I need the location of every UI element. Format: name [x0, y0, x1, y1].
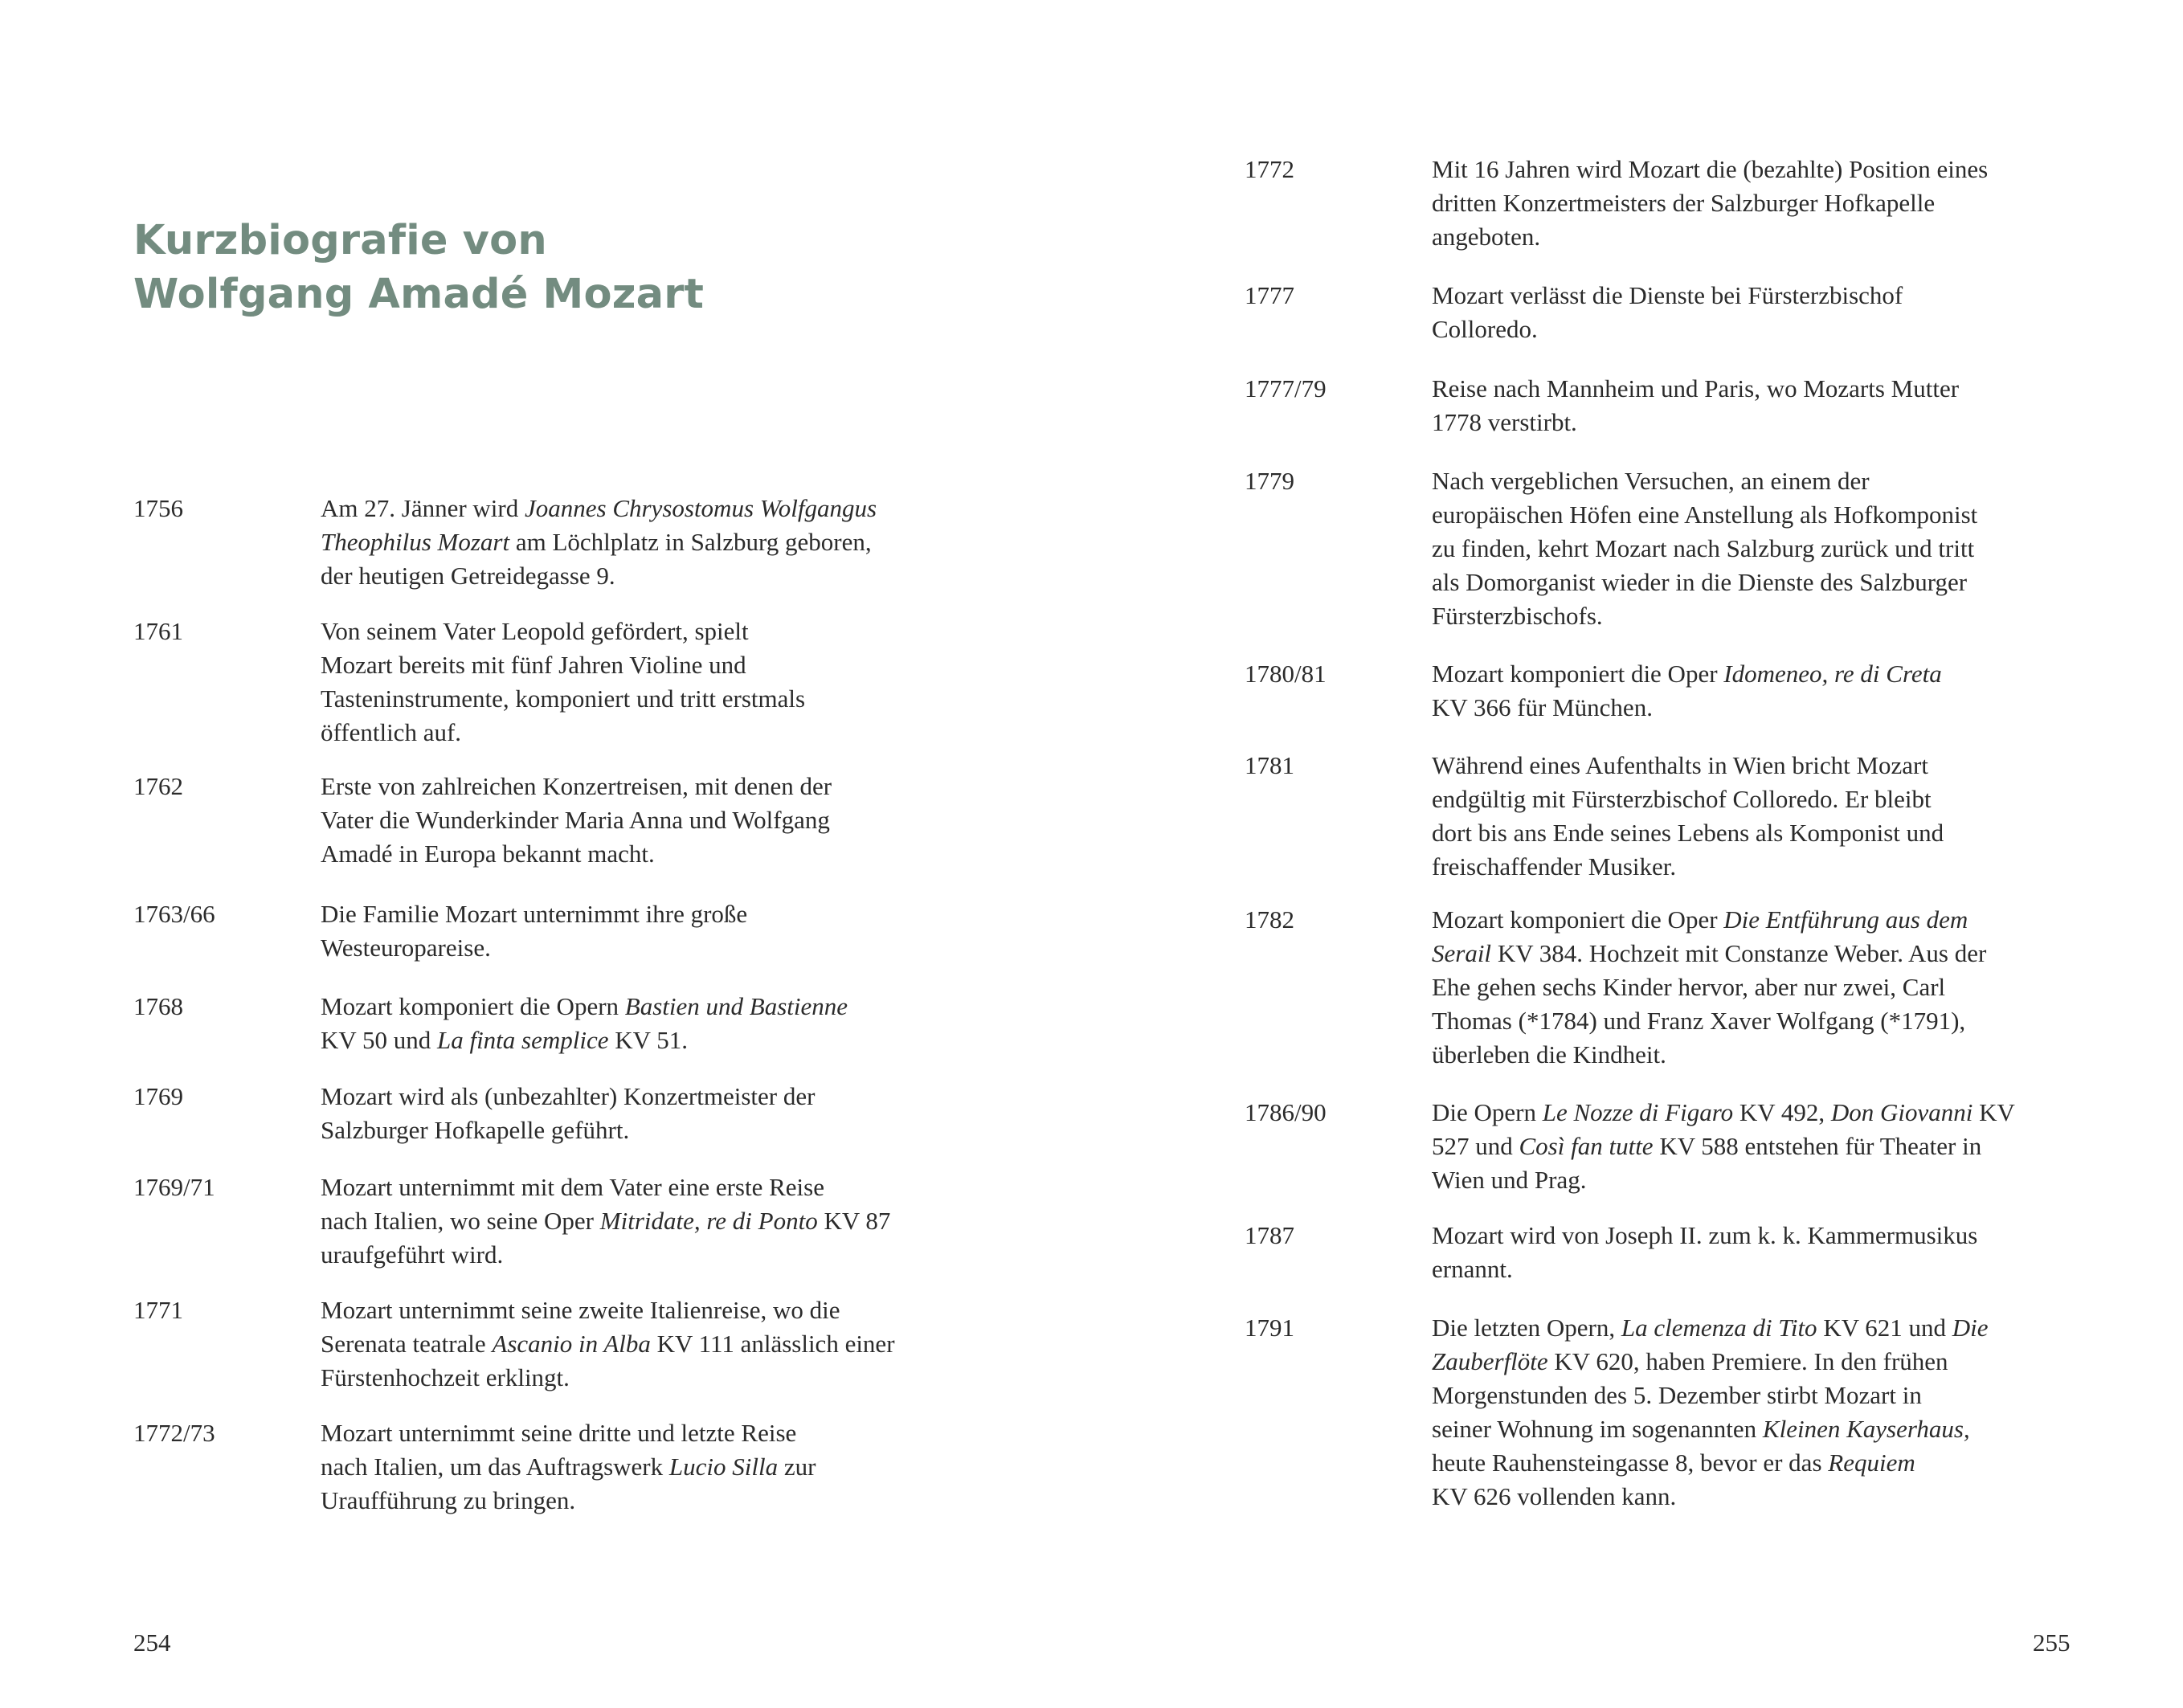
- text-segment: Nach vergeblichen Versuchen, an einem der: [1432, 467, 1870, 495]
- entry-line: [1432, 372, 1959, 406]
- entry-year: 1791: [1245, 1314, 1294, 1342]
- text-segment: nach Italien, um das Auftragswerk: [321, 1453, 669, 1481]
- entry-year: 1782: [1245, 905, 1294, 934]
- text-segment: KV: [1972, 1098, 2015, 1126]
- entry-line: [1432, 279, 1903, 313]
- entry-year: 1781: [1245, 751, 1294, 779]
- entry-line: [321, 559, 877, 593]
- text-segment: heute Rauhensteingasse 8, bevor er das: [1432, 1449, 1829, 1477]
- entry-line: [1432, 532, 1977, 566]
- text-segment: KV 626 vollenden kann.: [1432, 1482, 1677, 1510]
- entry-line: [321, 1361, 895, 1395]
- italic-title-segment: Mitridate, re di Ponto: [599, 1207, 818, 1235]
- text-segment: Wien und Prag.: [1432, 1166, 1587, 1194]
- entry-description: [321, 1171, 890, 1272]
- text-segment: der heutigen Getreidegasse 9.: [321, 562, 615, 590]
- entry-description: [1432, 1311, 1989, 1514]
- text-segment: öffentlich auf.: [321, 718, 462, 746]
- text-segment: Serenata teatrale: [321, 1330, 493, 1358]
- italic-title-segment: Idomeneo, re di Creta: [1723, 660, 1942, 688]
- entry-year: 1772/73: [133, 1419, 215, 1447]
- text-segment: KV 111 anlässlich einer: [650, 1330, 895, 1358]
- text-segment: KV 621 und: [1817, 1314, 1952, 1342]
- entry-description: [321, 1293, 895, 1395]
- entry-line: [1432, 691, 1942, 725]
- entry-line: [321, 1416, 816, 1450]
- text-segment: Erste von zahlreichen Konzertreisen, mit denen der: [321, 772, 832, 800]
- entry-line: [321, 837, 832, 871]
- text-segment: endgültig mit Fürsterzbischof Colloredo. Er bleibt: [1432, 785, 1932, 813]
- entry-line: [1432, 1379, 1989, 1412]
- text-segment: freischaffender Musiker.: [1432, 852, 1677, 881]
- text-segment: Morgenstunden des 5. Dezember stirbt Mozart in: [1432, 1381, 1922, 1409]
- text-segment: europäischen Höfen eine Anstellung als Hofkomponist: [1432, 501, 1978, 529]
- entry-description: [321, 1080, 815, 1147]
- text-segment: KV 87: [817, 1207, 891, 1235]
- entry-line: [321, 1113, 815, 1147]
- entry-description: [321, 492, 877, 593]
- entry-line: [1432, 937, 1986, 970]
- entry-description: [1432, 657, 1942, 725]
- text-segment: angeboten.: [1432, 223, 1541, 251]
- entry-line: [321, 1293, 895, 1327]
- text-segment: KV 588 entstehen für Theater in: [1653, 1132, 1982, 1160]
- italic-title-segment: Theophilus Mozart: [321, 528, 510, 556]
- entry-line: [1432, 903, 1986, 937]
- entry-year: 1777/79: [1245, 374, 1327, 402]
- entry-description: [321, 615, 805, 750]
- entry-line: [1432, 657, 1942, 691]
- text-segment: Die letzten Opern,: [1432, 1314, 1621, 1342]
- entry-line: [321, 1024, 848, 1057]
- text-segment: KV 492,: [1733, 1098, 1831, 1126]
- entry-line: [1432, 498, 1977, 532]
- text-segment: Tasteninstrumente, komponiert und tritt erstmals: [321, 684, 806, 713]
- text-segment: Mozart komponiert die Oper: [1432, 905, 1724, 934]
- text-segment: Fürsterzbischofs.: [1432, 602, 1603, 630]
- entry-description: [321, 897, 747, 965]
- text-segment: Die Familie Mozart unternimmt ihre große: [321, 900, 748, 928]
- italic-title-segment: La finta semplice: [436, 1026, 609, 1054]
- entry-description: [321, 770, 832, 871]
- italic-title-segment: Lucio Silla: [668, 1453, 779, 1481]
- entry-description: [1432, 749, 1944, 884]
- text-segment: Mozart komponiert die Opern: [321, 992, 625, 1020]
- entry-year: 1772: [1245, 155, 1294, 183]
- entry-description: [321, 1416, 816, 1518]
- entry-line: [1432, 782, 1944, 816]
- entry-year: 1769: [133, 1082, 183, 1110]
- entry-line: [321, 1204, 890, 1238]
- italic-title-segment: Kleinen Kayserhaus,: [1762, 1415, 1970, 1443]
- text-segment: Mozart wird als (unbezahlter) Konzertmeister der: [321, 1082, 816, 1110]
- entry-line: [1432, 1311, 1989, 1345]
- entry-line: [321, 492, 877, 525]
- italic-title-segment: Così fan tutte: [1519, 1132, 1654, 1160]
- entry-line: [1432, 1096, 2015, 1130]
- text-segment: Westeuropareise.: [321, 934, 491, 962]
- entry-description: [1432, 1096, 2015, 1197]
- entry-line: [1432, 749, 1944, 782]
- entry-year: 1787: [1245, 1221, 1294, 1249]
- text-segment: Salzburger Hofkapelle geführt.: [321, 1116, 630, 1144]
- text-segment: KV 366 für München.: [1432, 693, 1653, 721]
- entry-line: [1432, 1130, 2015, 1163]
- text-segment: 527 und: [1432, 1132, 1519, 1160]
- text-segment: Während eines Aufenthalts in Wien bricht Mozart: [1432, 751, 1928, 779]
- text-segment: überleben die Kindheit.: [1432, 1040, 1666, 1069]
- italic-title-segment: Requiem: [1828, 1449, 1915, 1477]
- entry-line: [1432, 850, 1944, 884]
- entry-line: [1432, 1252, 1977, 1286]
- entry-line: [321, 990, 848, 1024]
- entry-year: 1771: [133, 1296, 183, 1324]
- text-segment: Amadé in Europa bekannt macht.: [321, 840, 655, 868]
- text-segment: Uraufführung zu bringen.: [321, 1486, 576, 1514]
- entry-line: [1432, 464, 1977, 498]
- text-segment: Thomas (*1784) und Franz Xaver Wolfgang (*1791),: [1432, 1007, 1966, 1035]
- entry-description: [1432, 153, 1988, 254]
- entry-line: [1432, 313, 1903, 346]
- entry-description: [1432, 372, 1959, 439]
- entry-line: [1432, 599, 1977, 633]
- entry-line: [321, 615, 805, 648]
- text-segment: 1778 verstirbt.: [1432, 408, 1577, 436]
- entry-line: [1432, 1412, 1989, 1446]
- page-title-line-1: Kurzbiografie von: [133, 217, 547, 265]
- entry-line: [321, 1080, 815, 1113]
- text-segment: dritten Konzertmeisters der Salzburger Hofkapelle: [1432, 189, 1936, 217]
- text-segment: Mozart unternimmt seine dritte und letzte Reise: [321, 1419, 797, 1447]
- text-segment: KV 51.: [608, 1026, 688, 1054]
- entry-description: [321, 990, 848, 1057]
- italic-title-segment: La clemenza di Tito: [1621, 1314, 1817, 1342]
- text-segment: Mozart verlässt die Dienste bei Fürsterzbischof: [1432, 281, 1903, 309]
- text-segment: dort bis ans Ende seines Lebens als Komponist und: [1432, 819, 1944, 847]
- page-number-left: 254: [133, 1628, 171, 1657]
- text-segment: uraufgeführt wird.: [321, 1240, 504, 1269]
- page-title-line-2: Wolfgang Amadé Mozart: [133, 271, 705, 319]
- entry-line: [321, 1238, 890, 1272]
- entry-line: [1432, 566, 1977, 599]
- entry-line: [1432, 816, 1944, 850]
- entry-line: [1432, 1446, 1989, 1480]
- entry-line: [321, 1327, 895, 1361]
- entry-year: 1761: [133, 617, 183, 645]
- entry-line: [321, 682, 805, 716]
- entry-description: [1432, 903, 1986, 1072]
- entry-line: [1432, 220, 1988, 254]
- italic-title-segment: Zauberflöte: [1432, 1347, 1548, 1375]
- text-segment: Ehe gehen sechs Kinder hervor, aber nur zwei, Carl: [1432, 973, 1946, 1001]
- text-segment: ernannt.: [1432, 1255, 1513, 1283]
- entry-line: [1432, 153, 1988, 186]
- entry-line: [321, 897, 747, 931]
- text-segment: Colloredo.: [1432, 315, 1538, 343]
- entry-line: [1432, 970, 1986, 1004]
- text-segment: seiner Wohnung im sogenannten: [1432, 1415, 1763, 1443]
- entry-line: [1432, 406, 1959, 439]
- entry-year: 1777: [1245, 281, 1294, 309]
- text-segment: Mozart unternimmt seine zweite Italienreise, wo die: [321, 1296, 840, 1324]
- entry-line: [1432, 1345, 1989, 1379]
- text-segment: Mit 16 Jahren wird Mozart die (bezahlte) Position eines: [1432, 155, 1989, 183]
- entry-line: [1432, 1038, 1986, 1072]
- text-segment: Die Opern: [1432, 1098, 1543, 1126]
- entry-year: 1762: [133, 772, 183, 800]
- text-segment: Mozart wird von Joseph II. zum k. k. Kammermusikus: [1432, 1221, 1978, 1249]
- italic-title-segment: Joannes Chrysostomus Wolfgangus: [524, 494, 877, 522]
- text-segment: Mozart komponiert die Oper: [1432, 660, 1724, 688]
- italic-title-segment: Die Entführung aus dem: [1723, 905, 1968, 934]
- entry-year: 1779: [1245, 467, 1294, 495]
- entry-year: 1768: [133, 992, 183, 1020]
- italic-title-segment: Ascanio in Alba: [492, 1330, 651, 1358]
- entry-description: [1432, 279, 1903, 346]
- text-segment: Fürstenhochzeit erklingt.: [321, 1363, 570, 1391]
- text-segment: zur: [778, 1453, 816, 1481]
- page-number-right: 255: [2033, 1628, 2071, 1657]
- italic-title-segment: Serail: [1432, 939, 1492, 967]
- italic-title-segment: Bastien und Bastienne: [624, 992, 848, 1020]
- entry-description: [1432, 1219, 1977, 1286]
- italic-title-segment: Die: [1952, 1314, 1989, 1342]
- entry-year: 1780/81: [1245, 660, 1327, 688]
- entry-line: [1432, 186, 1988, 220]
- text-segment: KV 620, haben Premiere. In den frühen: [1547, 1347, 1948, 1375]
- entry-line: [321, 1171, 890, 1204]
- entry-year: 1786/90: [1245, 1098, 1327, 1126]
- text-segment: Mozart unternimmt mit dem Vater eine erste Reise: [321, 1173, 824, 1201]
- entry-line: [321, 770, 832, 803]
- entry-description: [1432, 464, 1977, 633]
- entry-year: 1763/66: [133, 900, 215, 928]
- text-segment: als Domorganist wieder in die Dienste des Salzburger: [1432, 568, 1968, 596]
- entry-line: [321, 648, 805, 682]
- text-segment: zu finden, kehrt Mozart nach Salzburg zurück und tritt: [1432, 534, 1975, 562]
- entry-line: [321, 931, 747, 965]
- entry-line: [321, 803, 832, 837]
- text-segment: KV 384. Hochzeit mit Constanze Weber. Aus der: [1491, 939, 1987, 967]
- text-segment: Am 27. Jänner wird: [321, 494, 525, 522]
- entry-year: 1769/71: [133, 1173, 215, 1201]
- text-segment: Reise nach Mannheim und Paris, wo Mozarts Mutter: [1432, 374, 1960, 402]
- page-title: [133, 214, 1017, 321]
- entry-line: [1432, 1480, 1989, 1514]
- entry-line: [321, 1484, 816, 1518]
- italic-title-segment: Don Giovanni: [1830, 1098, 1973, 1126]
- text-segment: Mozart bereits mit fünf Jahren Violine und: [321, 651, 746, 679]
- entry-line: [1432, 1163, 2015, 1197]
- entry-line: [321, 1450, 816, 1484]
- text-segment: Von seinem Vater Leopold gefördert, spielt: [321, 617, 749, 645]
- entry-year: 1756: [133, 494, 183, 522]
- text-segment: am Löchlplatz in Salzburg geboren,: [509, 528, 872, 556]
- entry-line: [1432, 1219, 1977, 1252]
- entry-line: [321, 716, 805, 750]
- text-segment: nach Italien, wo seine Oper: [321, 1207, 600, 1235]
- entry-line: [321, 525, 877, 559]
- entry-line: [1432, 1004, 1986, 1038]
- text-segment: KV 50 und: [321, 1026, 437, 1054]
- text-segment: Vater die Wunderkinder Maria Anna und Wolfgang: [321, 806, 830, 834]
- italic-title-segment: Le Nozze di Figaro: [1542, 1098, 1734, 1126]
